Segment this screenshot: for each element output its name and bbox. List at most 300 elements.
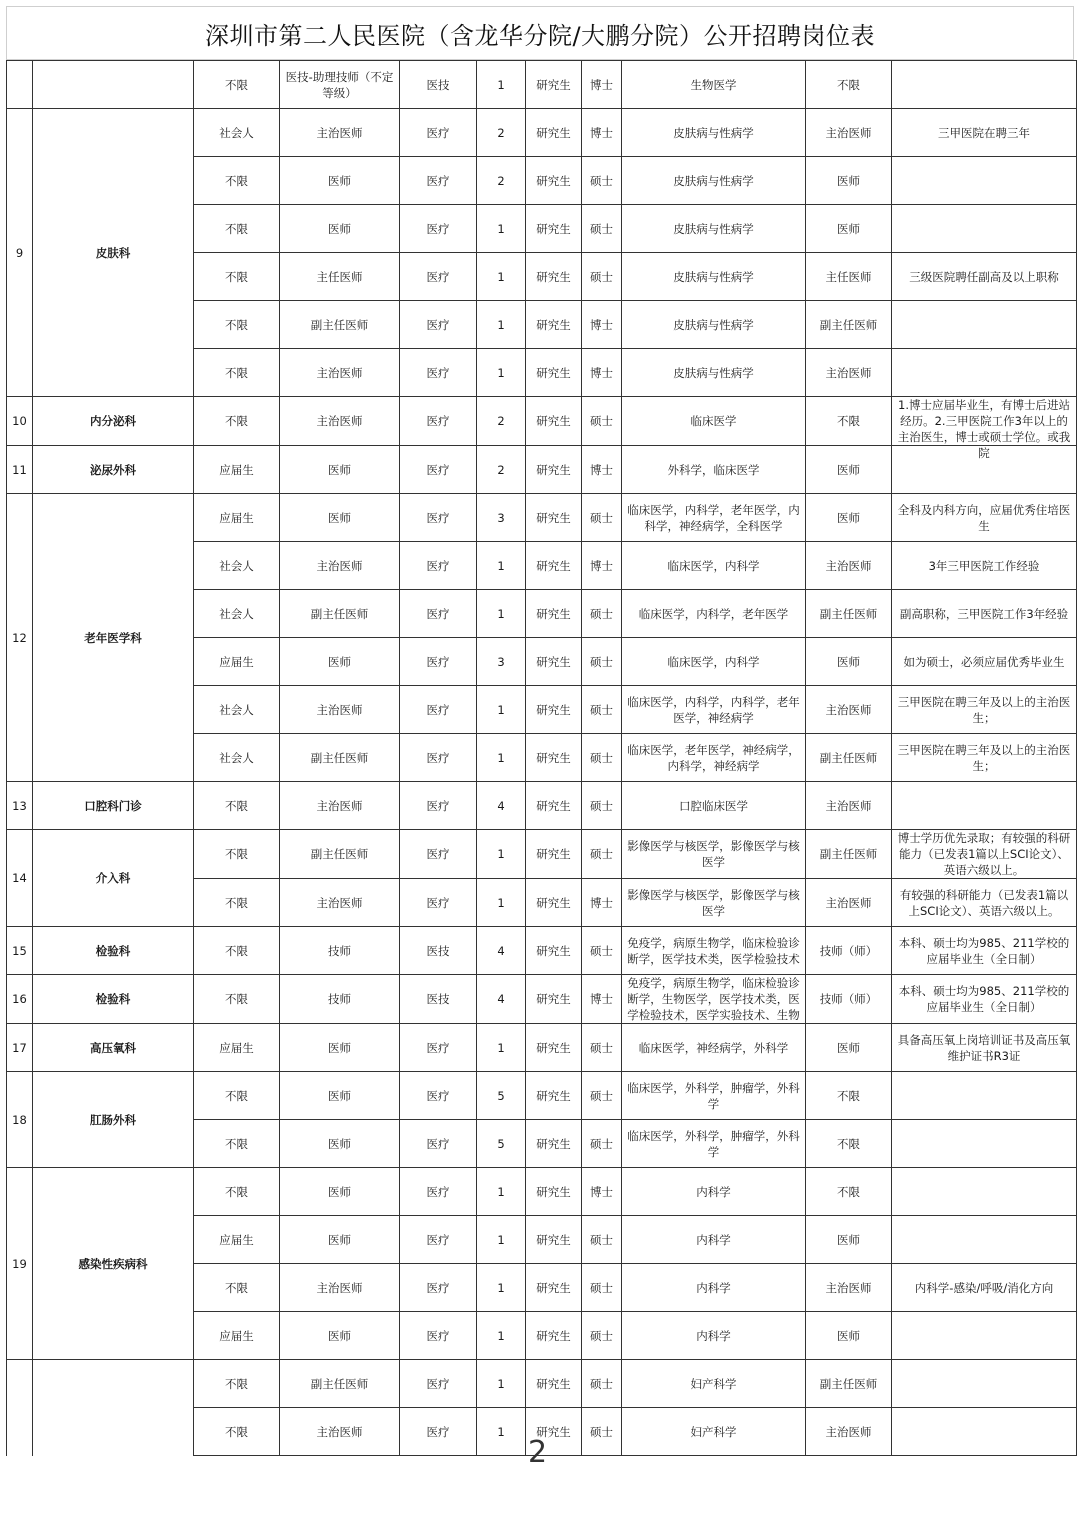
post-name-text: 副主任医师 xyxy=(310,750,369,765)
degree-cell xyxy=(582,734,622,782)
post-name-text: 医师 xyxy=(328,1328,351,1343)
post-category-text: 医疗 xyxy=(426,1184,450,1199)
post-name-cell xyxy=(280,109,400,157)
recruit-target-cell xyxy=(194,782,280,830)
major-text: 皮肤病与性病学 xyxy=(673,173,754,188)
degree-text: 博士 xyxy=(590,1184,613,1199)
post-name-text: 医技-助理技师（不定等级） xyxy=(285,69,394,100)
recruit-target-cell xyxy=(194,830,280,879)
headcount-text: 1 xyxy=(497,269,505,284)
post-name-text: 副主任医师 xyxy=(310,847,369,861)
recruit-target-cell xyxy=(194,205,280,253)
row-number-cell xyxy=(7,61,33,109)
department-cell: 介入科 xyxy=(33,830,194,927)
table-row xyxy=(7,1072,1077,1120)
post-name-text: 副主任医师 xyxy=(310,606,369,621)
post-name-cell xyxy=(280,253,400,301)
recruit-target-cell xyxy=(194,1024,280,1072)
qualification-text: 医师 xyxy=(837,462,860,477)
degree-text: 博士 xyxy=(590,558,613,573)
other-requirements-cell xyxy=(892,253,1077,301)
other-requirements-text: 三甲医院在聘三年及以上的主治医生； xyxy=(897,742,1071,773)
other-requirements-cell xyxy=(892,686,1077,734)
post-name-cell xyxy=(280,686,400,734)
major-text: 内科学 xyxy=(696,1232,731,1247)
post-category-cell xyxy=(400,975,477,1024)
major-text: 免疫学，病原生物学，临床检验诊断学，医学技术类，医学检验技术 xyxy=(627,935,800,966)
post-category-text: 医疗 xyxy=(426,1136,450,1151)
headcount-text: 2 xyxy=(497,414,505,428)
headcount-text: 4 xyxy=(497,943,505,958)
education-cell xyxy=(526,1312,582,1360)
other-requirements-text: 本科、硕士均为985、211学校的应届毕业生（全日制） xyxy=(898,935,1070,966)
qualification-text: 不限 xyxy=(837,1088,860,1103)
degree-cell xyxy=(582,927,622,975)
headcount-text: 4 xyxy=(497,798,505,813)
headcount-text: 1 xyxy=(497,750,505,765)
education-cell xyxy=(526,253,582,301)
degree-text: 硕士 xyxy=(590,702,613,717)
other-requirements-cell xyxy=(892,205,1077,253)
qualification-cell xyxy=(806,446,892,494)
qualification-text: 主治医师 xyxy=(825,702,872,717)
post-name-cell xyxy=(280,879,400,927)
recruit-target-text: 不限 xyxy=(225,1136,248,1151)
other-requirements-cell xyxy=(892,782,1077,830)
post-name-text: 医师 xyxy=(328,654,351,669)
recruit-target-cell xyxy=(194,542,280,590)
degree-cell xyxy=(582,109,622,157)
post-name-cell xyxy=(280,590,400,638)
post-name-text: 主治医师 xyxy=(316,702,363,717)
degree-cell xyxy=(582,1408,622,1456)
recruit-target-cell xyxy=(194,446,280,494)
education-text: 研究生 xyxy=(536,1280,571,1295)
post-category-text: 医疗 xyxy=(426,606,450,621)
qualification-text: 副主任医师 xyxy=(819,847,878,861)
qualification-text: 医师 xyxy=(837,1040,860,1055)
recruit-target-cell xyxy=(194,975,280,1024)
degree-cell xyxy=(582,253,622,301)
post-name-text: 医师 xyxy=(328,1040,351,1055)
headcount-cell xyxy=(477,542,526,590)
post-category-cell xyxy=(400,1072,477,1120)
recruit-target-text: 不限 xyxy=(225,943,248,958)
recruit-target-text: 社会人 xyxy=(219,558,254,573)
table-row xyxy=(7,1360,1077,1408)
education-cell xyxy=(526,1168,582,1216)
table-row xyxy=(7,927,1077,975)
post-category-text: 医疗 xyxy=(426,221,450,236)
other-requirements-cell xyxy=(892,927,1077,975)
post-category-text: 医疗 xyxy=(426,1424,450,1439)
table-row xyxy=(7,975,1077,1024)
recruit-target-text: 社会人 xyxy=(219,702,254,717)
recruit-target-cell xyxy=(194,1072,280,1120)
major-cell xyxy=(622,686,806,734)
headcount-cell xyxy=(477,157,526,205)
education-text: 研究生 xyxy=(536,847,571,861)
department-cell: 老年医学科 xyxy=(33,494,194,782)
row-number-cell: 13 xyxy=(7,782,33,830)
headcount-text: 1 xyxy=(497,221,505,236)
post-category-text: 医疗 xyxy=(426,462,450,477)
recruit-target-text: 不限 xyxy=(225,847,248,861)
post-category-cell xyxy=(400,830,477,879)
qualification-cell xyxy=(806,686,892,734)
post-name-cell xyxy=(280,542,400,590)
education-cell xyxy=(526,494,582,542)
degree-cell xyxy=(582,542,622,590)
post-name-cell xyxy=(280,1216,400,1264)
major-cell xyxy=(622,782,806,830)
headcount-text: 1 xyxy=(497,1280,505,1295)
degree-text: 硕士 xyxy=(590,414,613,428)
qualification-text: 主治医师 xyxy=(825,558,872,573)
post-name-cell xyxy=(280,638,400,686)
degree-text: 硕士 xyxy=(590,606,613,621)
post-category-cell xyxy=(400,494,477,542)
headcount-text: 1 xyxy=(497,895,505,910)
other-requirements-cell xyxy=(892,879,1077,927)
education-text: 研究生 xyxy=(536,317,571,332)
recruit-target-text: 社会人 xyxy=(219,606,254,621)
education-text: 研究生 xyxy=(536,654,571,669)
headcount-cell xyxy=(477,205,526,253)
degree-text: 硕士 xyxy=(590,750,613,765)
table-row xyxy=(7,494,1077,542)
post-category-text: 医疗 xyxy=(426,1040,450,1055)
major-text: 影像医学与核医学，影像医学与核医学 xyxy=(627,839,800,869)
qualification-cell xyxy=(806,397,892,446)
education-text: 研究生 xyxy=(536,1136,571,1151)
post-name-text: 主治医师 xyxy=(316,895,363,910)
other-requirements-cell xyxy=(892,1312,1077,1360)
education-cell xyxy=(526,157,582,205)
degree-cell xyxy=(582,782,622,830)
qualification-cell xyxy=(806,349,892,397)
degree-text: 博士 xyxy=(590,77,613,92)
major-cell xyxy=(622,157,806,205)
degree-text: 硕士 xyxy=(590,221,613,236)
major-text: 皮肤病与性病学 xyxy=(673,221,754,236)
post-category-cell xyxy=(400,734,477,782)
qualification-text: 副主任医师 xyxy=(819,606,878,621)
qualification-text: 主治医师 xyxy=(825,1280,872,1295)
major-cell xyxy=(622,494,806,542)
major-cell xyxy=(622,1168,806,1216)
recruit-target-text: 不限 xyxy=(225,173,248,188)
qualification-cell xyxy=(806,253,892,301)
major-text: 临床医学，老年医学，神经病学，内科学，神经病学 xyxy=(627,742,800,773)
headcount-cell xyxy=(477,1168,526,1216)
table-row xyxy=(7,109,1077,157)
headcount-cell xyxy=(477,638,526,686)
major-cell xyxy=(622,1072,806,1120)
major-text: 外科学，临床医学 xyxy=(667,462,760,477)
recruit-target-cell xyxy=(194,879,280,927)
post-name-cell xyxy=(280,301,400,349)
major-text: 临床医学，内科学，老年医学 xyxy=(638,606,789,621)
qualification-cell xyxy=(806,1168,892,1216)
degree-text: 硕士 xyxy=(590,1088,613,1103)
headcount-text: 1 xyxy=(497,317,505,332)
post-name-text: 技师 xyxy=(328,992,351,1006)
department-cell: 皮肤科 xyxy=(33,109,194,397)
headcount-cell xyxy=(477,397,526,446)
education-cell xyxy=(526,734,582,782)
degree-cell xyxy=(582,446,622,494)
headcount-text: 1 xyxy=(497,1184,505,1199)
post-name-text: 技师 xyxy=(328,943,351,958)
post-name-cell xyxy=(280,830,400,879)
other-requirements-cell xyxy=(892,1216,1077,1264)
recruit-target-text: 应届生 xyxy=(219,1232,254,1247)
other-requirements-text: 三级医院聘任副高及以上职称 xyxy=(909,269,1059,284)
post-category-text: 医疗 xyxy=(426,750,450,765)
qualification-text: 不限 xyxy=(837,414,860,428)
education-text: 研究生 xyxy=(536,1232,571,1247)
major-cell xyxy=(622,638,806,686)
post-category-text: 医疗 xyxy=(426,317,450,332)
row-number-cell: 18 xyxy=(7,1072,33,1168)
other-requirements-cell xyxy=(892,734,1077,782)
headcount-cell xyxy=(477,1072,526,1120)
degree-text: 硕士 xyxy=(590,269,613,284)
education-cell xyxy=(526,301,582,349)
degree-text: 硕士 xyxy=(590,943,613,958)
degree-cell xyxy=(582,205,622,253)
post-category-text: 医疗 xyxy=(426,654,450,669)
department-cell: 口腔科门诊 xyxy=(33,782,194,830)
other-requirements-text: 有较强的科研能力（已发表1篇以上SCI论文）、英语六级以上。 xyxy=(899,887,1069,918)
recruit-target-text: 不限 xyxy=(225,895,248,910)
post-name-cell xyxy=(280,397,400,446)
education-cell xyxy=(526,638,582,686)
post-category-cell xyxy=(400,1264,477,1312)
other-requirements-cell xyxy=(892,975,1077,1024)
major-cell xyxy=(622,1408,806,1456)
table-body xyxy=(7,61,1077,1456)
education-text: 研究生 xyxy=(536,1184,571,1199)
qualification-text: 不限 xyxy=(837,1184,860,1199)
recruit-target-text: 不限 xyxy=(225,1184,248,1199)
other-requirements-text: 博士学历优先录取；有较强的科研能力（已发表1篇以上SCI论文）、英语六级以上。 xyxy=(897,831,1071,877)
qualification-cell xyxy=(806,301,892,349)
post-category-text: 医疗 xyxy=(426,269,450,284)
post-category-cell xyxy=(400,542,477,590)
major-cell xyxy=(622,253,806,301)
other-requirements-cell xyxy=(892,397,1077,460)
education-cell xyxy=(526,1264,582,1312)
post-category-text: 医疗 xyxy=(426,895,450,910)
education-cell xyxy=(526,397,582,446)
recruit-target-text: 不限 xyxy=(225,365,248,380)
post-category-text: 医技 xyxy=(426,77,450,92)
post-category-cell xyxy=(400,61,477,109)
headcount-text: 1 xyxy=(497,702,505,717)
recruit-target-text: 不限 xyxy=(225,414,248,428)
post-name-text: 医师 xyxy=(328,1088,351,1103)
post-category-cell xyxy=(400,1360,477,1408)
post-name-cell xyxy=(280,1072,400,1120)
other-requirements-cell xyxy=(892,1360,1077,1408)
post-name-text: 医师 xyxy=(328,221,351,236)
degree-text: 博士 xyxy=(590,317,613,332)
qualification-text: 副主任医师 xyxy=(819,750,878,765)
other-requirements-text: 如为硕士，必须应届优秀毕业生 xyxy=(903,654,1065,669)
headcount-cell xyxy=(477,349,526,397)
other-requirements-cell xyxy=(892,1072,1077,1120)
post-category-cell xyxy=(400,1408,477,1456)
headcount-text: 5 xyxy=(497,1136,505,1151)
education-text: 研究生 xyxy=(536,943,571,958)
recruit-target-text: 不限 xyxy=(225,221,248,236)
qualification-cell xyxy=(806,157,892,205)
post-name-text: 主治医师 xyxy=(316,125,363,140)
degree-cell xyxy=(582,975,622,1024)
education-cell xyxy=(526,61,582,109)
page-title: 深圳市第二人民医院（含龙华分院/大鹏分院）公开招聘岗位表 xyxy=(204,21,876,50)
headcount-text: 5 xyxy=(497,1088,505,1103)
qualification-cell xyxy=(806,734,892,782)
post-name-text: 医师 xyxy=(328,1232,351,1247)
table-row xyxy=(7,1024,1077,1072)
post-name-cell xyxy=(280,975,400,1024)
qualification-text: 主治医师 xyxy=(825,365,872,380)
other-requirements-cell xyxy=(892,590,1077,638)
headcount-text: 1 xyxy=(497,606,505,621)
education-cell xyxy=(526,927,582,975)
education-cell xyxy=(526,446,582,494)
row-number-cell: 19 xyxy=(7,1168,33,1360)
major-text: 临床医学，神经病学，外科学 xyxy=(638,1040,789,1055)
major-cell xyxy=(622,1360,806,1408)
recruit-target-text: 应届生 xyxy=(219,510,254,525)
education-text: 研究生 xyxy=(536,173,571,188)
headcount-cell xyxy=(477,301,526,349)
post-name-cell xyxy=(280,1120,400,1168)
post-category-text: 医疗 xyxy=(426,125,450,140)
qualification-text: 医师 xyxy=(837,510,860,525)
degree-text: 硕士 xyxy=(590,798,613,813)
degree-text: 硕士 xyxy=(590,510,613,525)
major-text: 临床医学，内科学，内科学，老年医学，神经病学 xyxy=(627,694,800,725)
recruit-target-cell xyxy=(194,1216,280,1264)
post-name-cell xyxy=(280,927,400,975)
department-cell: 内分泌科 xyxy=(33,397,194,446)
degree-text: 博士 xyxy=(590,365,613,380)
recruit-target-cell xyxy=(194,1312,280,1360)
major-cell xyxy=(622,927,806,975)
post-name-cell xyxy=(280,1024,400,1072)
recruit-target-text: 社会人 xyxy=(219,750,254,765)
department-cell xyxy=(33,61,194,109)
education-cell xyxy=(526,830,582,879)
degree-text: 硕士 xyxy=(590,1232,613,1247)
degree-cell xyxy=(582,1024,622,1072)
post-name-cell xyxy=(280,1168,400,1216)
row-number-cell: 14 xyxy=(7,830,33,927)
qualification-text: 主治医师 xyxy=(825,895,872,910)
degree-cell xyxy=(582,1264,622,1312)
education-text: 研究生 xyxy=(536,77,571,92)
headcount-cell xyxy=(477,975,526,1024)
table-row xyxy=(7,1168,1077,1216)
recruit-target-text: 社会人 xyxy=(219,125,254,140)
qualification-cell xyxy=(806,927,892,975)
major-text: 皮肤病与性病学 xyxy=(673,269,754,284)
post-name-text: 主治医师 xyxy=(316,365,363,380)
education-text: 研究生 xyxy=(536,510,571,525)
major-text: 妇产科学 xyxy=(690,1424,737,1439)
education-cell xyxy=(526,1216,582,1264)
other-requirements-text: 3年三甲医院工作经验 xyxy=(928,558,1040,573)
qualification-text: 医师 xyxy=(837,221,860,236)
post-category-text: 医疗 xyxy=(426,1232,450,1247)
post-name-cell xyxy=(280,349,400,397)
recruit-target-text: 不限 xyxy=(225,317,248,332)
recruit-target-text: 不限 xyxy=(225,1088,248,1103)
table-row xyxy=(7,446,1077,494)
department-cell xyxy=(33,1360,194,1456)
major-cell xyxy=(622,1264,806,1312)
other-requirements-cell xyxy=(892,1120,1077,1168)
education-text: 研究生 xyxy=(536,798,571,813)
headcount-text: 2 xyxy=(497,173,505,188)
headcount-cell xyxy=(477,686,526,734)
row-number-cell: 15 xyxy=(7,927,33,975)
education-text: 研究生 xyxy=(536,750,571,765)
other-requirements-cell xyxy=(892,1024,1077,1072)
major-text: 妇产科学 xyxy=(690,1376,737,1391)
other-requirements-cell xyxy=(892,301,1077,349)
major-text: 内科学 xyxy=(696,1280,731,1295)
headcount-text: 1 xyxy=(497,558,505,573)
qualification-cell xyxy=(806,1072,892,1120)
recruit-target-text: 应届生 xyxy=(219,1040,254,1055)
recruit-target-text: 不限 xyxy=(225,77,248,92)
row-number-cell xyxy=(7,1360,33,1456)
recruitment-table xyxy=(6,60,1077,1456)
qualification-cell xyxy=(806,1216,892,1264)
other-requirements-text: 内科学-感染/呼吸/消化方向 xyxy=(914,1280,1054,1295)
qualification-cell xyxy=(806,1360,892,1408)
post-category-text: 医技 xyxy=(426,943,450,958)
other-requirements-text: 副高职称，三甲医院工作3年经验 xyxy=(899,606,1069,621)
table-row xyxy=(7,397,1077,446)
post-name-text: 副主任医师 xyxy=(310,317,369,332)
other-requirements-cell xyxy=(892,157,1077,205)
qualification-cell xyxy=(806,975,892,1024)
post-category-text: 医疗 xyxy=(426,414,450,428)
other-requirements-text: 三甲医院在聘三年及以上的主治医生； xyxy=(897,694,1071,725)
headcount-text: 1 xyxy=(497,365,505,380)
education-text: 研究生 xyxy=(536,1424,571,1439)
major-text: 内科学 xyxy=(696,1328,731,1343)
post-category-text: 医疗 xyxy=(426,702,450,717)
post-name-text: 副主任医师 xyxy=(310,1376,369,1391)
department-cell: 检验科 xyxy=(33,927,194,975)
major-cell xyxy=(622,205,806,253)
major-text: 口腔临床医学 xyxy=(679,798,748,813)
post-name-cell xyxy=(280,61,400,109)
headcount-cell xyxy=(477,109,526,157)
post-category-cell xyxy=(400,686,477,734)
recruit-target-text: 不限 xyxy=(225,1424,248,1439)
degree-cell xyxy=(582,157,622,205)
education-text: 研究生 xyxy=(536,269,571,284)
